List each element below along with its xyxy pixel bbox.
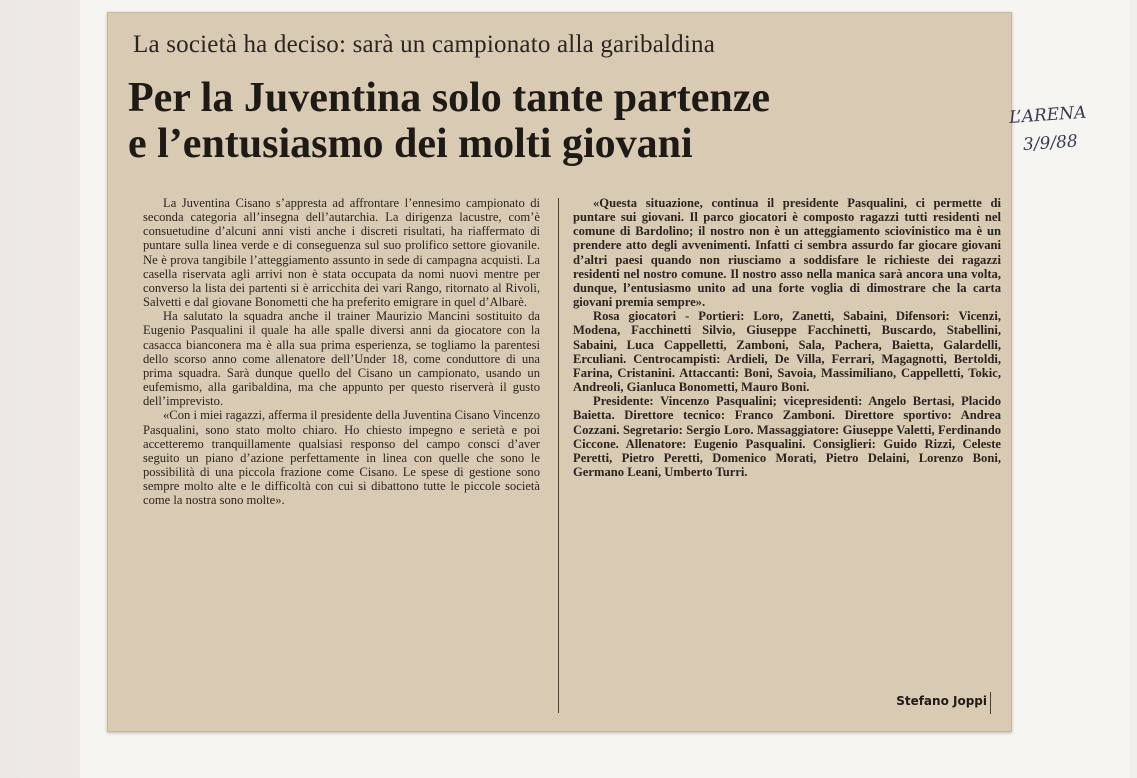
right-column (573, 196, 1001, 479)
handwritten-source: L’ARENA (1008, 102, 1087, 129)
article-headline (128, 75, 928, 167)
paragraph: La Juventina Cisano s’appresta ad affrontare l’ennesimo campionato di seconda categoria all’insegna dell’autarchia. La dirigenza lacustre, com’è consuetudine d’alcuni anni visti anche i discreti risultati, ha riaffermato di puntare sulla linea verde e di conseguenza sul suo prolifico settore giovanile. Ne è prova tangibile l’atteggiamento assunto in sede di campagna acquisti. La casella riservata agli arrivi non è stata occupata da nomi nuovi mentre per converso la lista dei partenti si è arricchita dei vari Rango, ritornato al Rivoli, Salvetti e dal giovane Bonometti che ha preferito emigrare in quel d’Albarè. (143, 196, 540, 310)
paragraph: «Questa situazione, continua il presidente Pasqualini, ci permette di puntare sui giovani. Il parco giocatori è composto ragazzi tutti residenti nel comune di Bardolino; il nostro non è un atteggiamento sciovinistico ma è un prendere atto degli avvenimenti. Infatti ci sembra assurdo far giocare giovani d’altri paesi quando non riusciamo a soddisfare le richieste dei ragazzi residenti nel nostro comune. Il nostro asso nella manica sarà ancora una volta, dunque, l’entusiasmo unito ad una forte voglia di dimostrare che la carta giovani premia sempre». (573, 196, 1001, 310)
paragraph: «Con i miei ragazzi, afferma il presidente della Juventina Cisano Vincenzo Pasqualini, sono stato molto chiaro. Ho chiesto impegno e serietà e poi accetteremo tranquillamente qualsiasi responso del campo consci d’aver seguito un piano d’azione perfettamente in linea con quelle che sono le possibilità di una piccola frazione come Cisano. Le spese di gestione sono sempre molto alte e le difficoltà con cui si dibattono tutte le piccole società come la nostra sono molte». (143, 408, 540, 508)
headline-line-2: e l’entusiasmo dei molti giovani (128, 121, 693, 167)
paragraph: Rosa giocatori - Portieri: Loro, Zanetti, Sabaini, Difensori: Vicenzi, Modena, Facchinetti Silvio, Giuseppe Facchinetti, Buscardo, Stabellini, Sabaini, Luca Cappelletti, Zamboni, Sala, Pachera, Baietta, Galardelli, Erculiani. Centrocampisti: Ardieli, De Villa, Ferrari, Magagnotti, Bertoldi, Farina, Cristanini. Attaccanti: Boni, Savoia, Massimiliano, Cappelletti, Tokic, Andreoli, Gianluca Bonometti, Mauro Boni. (573, 309, 1001, 395)
handwritten-date: 3/9/88 (1022, 131, 1079, 156)
column-divider (558, 198, 559, 713)
paragraph: Presidente: Vincenzo Pasqualini; vicepresidenti: Angelo Bertasi, Placido Baietta. Direttore tecnico: Franco Zamboni. Direttore sportivo: Andrea Cozzani. Segretario: Sergio Loro. Massaggiatore: Giuseppe Valetti, Ferdinando Ciccone. Allenatore: Eugenio Pasqualini. Consiglieri: Guido Rizzi, Celeste Peretti, Pietro Peretti, Domenico Morati, Pietro Delaini, Lorenzo Boni, Germano Leani, Umberto Turri. (573, 394, 1001, 479)
byline: Stefano Joppi (896, 694, 987, 708)
byline-rule (990, 692, 991, 714)
paragraph: Ha salutato la squadra anche il trainer Maurizio Mancini sostituito da Eugenio Pasqualini il quale ha alle spalle diversi anni da giocatore con la casacca bianconera ma è alla sua prima esperienza, se togliamo la parentesi dello scorso anno come allenatore dell’Under 18, come conduttore di una prima squadra. Sarà dunque quello del Cisano un campionato, usando un eufemismo, alla garibaldina, ma che appunto per questo riserverà il gusto dell’imprevisto. (143, 309, 540, 409)
article-body (133, 196, 999, 716)
handwritten-note (1008, 96, 1127, 160)
article-kicker: La società ha deciso: sarà un campionato alla garibaldina (133, 31, 715, 58)
left-column (143, 196, 540, 507)
headline-line-1: Per la Juventina solo tante partenze (128, 75, 770, 121)
newspaper-clipping (107, 12, 1012, 732)
